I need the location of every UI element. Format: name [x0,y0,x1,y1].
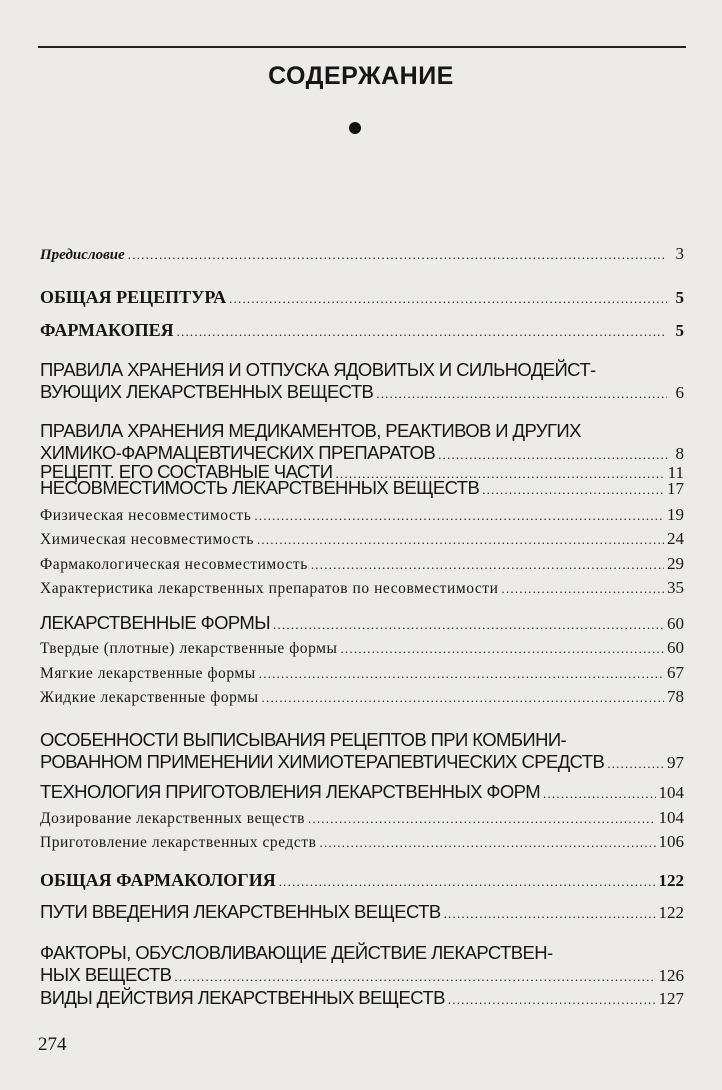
toc-entry-title: ОСОБЕННОСТИ ВЫПИСЫВАНИЯ РЕЦЕПТОВ ПРИ КОМБИНИ- [40,729,567,750]
toc-entry [40,505,684,525]
toc-entry-line [40,477,684,499]
toc-entry-page: 17 [667,479,684,498]
toc-entry-page: 97 [667,753,684,772]
toc-entry-title: Твердые (плотные) лекарственные формы [40,640,338,657]
dot-leader [262,688,664,708]
toc-entry-page: 8 [675,444,684,463]
toc-entry-page: 126 [658,966,684,985]
bullet-dot [349,122,361,134]
toc-entry-line [40,638,684,658]
dot-leader [607,753,664,775]
toc-entry [40,578,684,598]
toc-entry [40,901,684,923]
toc-entry-title: Мягкие лекарственные формы [40,665,256,682]
toc-entry [40,286,684,308]
toc-entry-title: Жидкие лекарственные формы [40,689,259,706]
toc-entry-page: 78 [667,687,684,706]
toc-entry-page: 29 [667,554,684,573]
dot-leader [279,871,656,893]
toc-entry-line [40,359,684,381]
toc-entry-line [40,243,684,265]
toc-entry-page: 35 [667,578,684,597]
toc-entry-page: 106 [658,832,684,851]
toc-entry [40,808,684,828]
toc-entry [40,554,684,574]
toc-entry-title: ВИДЫ ДЕЙСТВИЯ ЛЕКАРСТВЕННЫХ ВЕЩЕСТВ [40,987,445,1008]
toc-entry [40,729,684,773]
toc-entry-page: 5 [675,288,684,307]
toc-entry-line [40,505,684,525]
dot-leader [448,989,656,1011]
toc-entry-page: 19 [667,505,684,524]
toc-entry-line [40,987,684,1009]
toc-entry-title: Предисловие [40,247,125,263]
toc-entry-page: 6 [675,383,684,402]
toc-entry-title: ОБЩАЯ ФАРМАКОЛОГИЯ [40,870,276,890]
toc-entry-title: ХИМИКО-ФАРМАЦЕВТИЧЕСКИХ ПРЕПАРАТОВ [40,442,436,463]
toc-entry-title: ТЕХНОЛОГИЯ ПРИГОТОВЛЕНИЯ ЛЕКАРСТВЕННЫХ ФОРМ [40,781,541,802]
toc-entry-page: 60 [667,638,684,657]
toc-entry-page: 67 [667,663,684,682]
toc-entry-page: 11 [667,463,684,482]
toc-entry-title: ОБЩАЯ РЕЦЕПТУРА [40,287,227,307]
dot-leader [311,555,664,575]
toc-entry [40,612,684,634]
dot-leader [177,321,667,343]
toc-entry-title: Характеристика лекарственных препаратов по несовместимости [40,580,499,597]
toc-entry-page: 127 [658,989,684,1008]
toc-entry-line [40,687,684,707]
dot-leader [543,783,655,805]
toc-entry-page: 5 [675,321,684,340]
toc-entry-line [40,729,684,751]
toc-entry [40,942,684,986]
toc-entry-title: Физическая несовместимость [40,507,252,524]
toc-entry-title: РОВАННОМ ПРИМЕНЕНИИ ХИМИОТЕРАПЕВТИЧЕСКИХ СРЕДСТВ [40,751,605,772]
toc-entry-page: 122 [658,871,684,890]
top-rule [38,46,686,48]
toc-entry-line [40,578,684,598]
toc-entry-title: НЕСОВМЕСТИМОСТЬ ЛЕКАРСТВЕННЫХ ВЕЩЕСТВ [40,477,480,498]
toc-entry-page: 104 [658,783,684,802]
dot-leader [273,614,664,636]
toc-entry-line [40,554,684,574]
dot-leader [501,579,664,599]
toc-entry-title: Фармакологическая несовместимость [40,556,308,573]
toc-entry-line [40,901,684,923]
toc-entry-title: НЫХ ВЕЩЕСТВ [40,964,172,985]
toc-entry [40,869,684,891]
toc-entry-title: ВУЮЩИХ ЛЕКАРСТВЕННЫХ ВЕЩЕСТВ [40,381,374,402]
toc-entry-line [40,612,684,634]
toc-entry-title: РЕЦЕПТ. ЕГО СОСТАВНЫЕ ЧАСТИ [40,461,333,482]
toc-entry-line [40,381,684,403]
toc-entry-title: Приготовление лекарственных средств [40,834,317,851]
dot-leader [254,506,664,526]
toc-entry [40,420,684,464]
toc-entry-line [40,964,684,986]
toc-entry [40,529,684,549]
toc-entry-line [40,529,684,549]
dot-leader [340,639,664,659]
page-number: 274 [38,1034,67,1055]
toc-entry-line [40,751,684,773]
toc-entry-title: Дозирование лекарственных веществ [40,810,305,827]
toc-entry [40,477,684,499]
toc-entry-page: 60 [667,614,684,633]
dot-leader [482,479,664,501]
toc-entry-title: ЛЕКАРСТВЕННЫЕ ФОРМЫ [40,612,271,633]
toc-entry-title: ПРАВИЛА ХРАНЕНИЯ МЕДИКАМЕНТОВ, РЕАКТИВОВ И ДРУГИХ [40,420,581,441]
toc-entry-line [40,319,684,341]
dot-leader [229,288,667,310]
toc-entry-line [40,942,684,964]
toc-entry-title: Химическая несовместимость [40,531,254,548]
toc-entry-line [40,869,684,891]
toc-entry [40,243,684,265]
toc-entry-title: ПУТИ ВВЕДЕНИЯ ЛЕКАРСТВЕННЫХ ВЕЩЕСТВ [40,901,441,922]
toc-entry-title: ФАКТОРЫ, ОБУСЛОВЛИВАЮЩИЕ ДЕЙСТВИЕ ЛЕКАРСТВЕН- [40,942,553,963]
toc-entry-line [40,832,684,852]
toc-entry-line [40,808,684,828]
toc-entry-page: 104 [658,808,684,827]
toc-entry [40,687,684,707]
dot-leader [444,903,656,925]
dot-leader [376,383,667,405]
dot-leader [320,833,656,853]
toc-entry [40,359,684,403]
dot-leader [128,244,667,266]
toc-entry-line [40,286,684,308]
toc-entry-line [40,663,684,683]
toc-entry [40,987,684,1009]
toc-entry-page: 24 [667,529,684,548]
toc-entry [40,663,684,683]
dot-leader [174,966,655,988]
toc-entry-page: 3 [675,244,684,263]
toc-entry-title: ФАРМАКОПЕЯ [40,320,174,340]
dot-leader [257,530,664,550]
toc-entry [40,781,684,803]
toc-entry-title: ПРАВИЛА ХРАНЕНИЯ И ОТПУСКА ЯДОВИТЫХ И СИЛЬНОДЕЙСТ- [40,359,596,380]
dot-leader [308,809,656,829]
page-title: СОДЕРЖАНИЕ [268,62,454,90]
toc-entry [40,832,684,852]
toc-entry [40,319,684,341]
toc-entry-page: 122 [658,903,684,922]
toc-entry-line [40,781,684,803]
toc-entry-line [40,420,684,442]
toc-entry [40,638,684,658]
dot-leader [259,664,664,684]
